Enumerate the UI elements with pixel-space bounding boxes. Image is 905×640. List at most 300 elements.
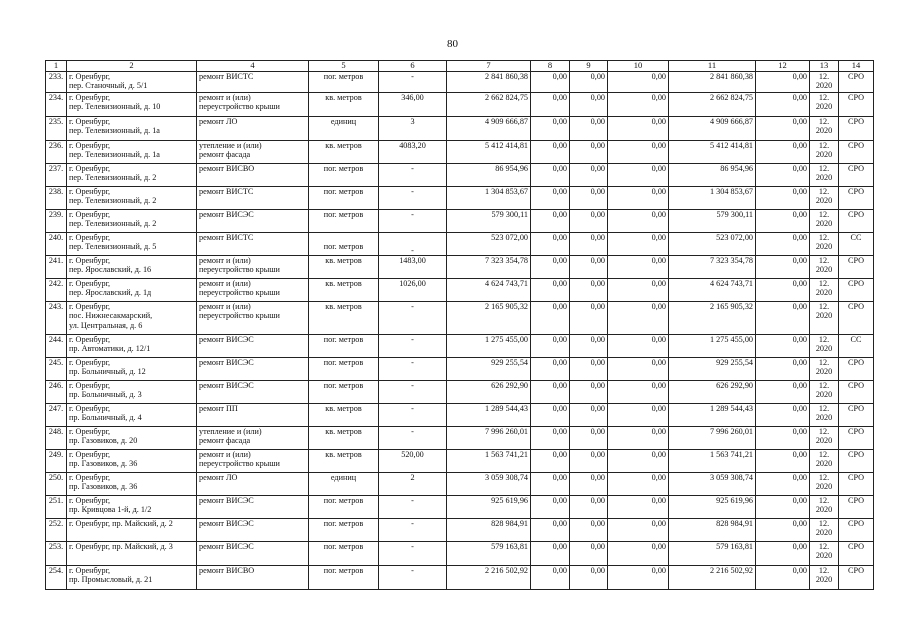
total-cell: 1 563 741,21: [669, 450, 756, 473]
unit-text: пог. метров: [323, 72, 364, 81]
row-number: 242.: [46, 279, 67, 302]
table-row: [46, 187, 874, 210]
address-cell: [67, 279, 197, 302]
funds-col-10-cell: 0,00: [608, 117, 669, 141]
table-row: [46, 404, 874, 427]
address-line: пр. Больничный, д. 4: [69, 413, 142, 423]
unit-cell: [309, 473, 379, 496]
deadline-line: 2020: [815, 265, 833, 275]
deadline-cell: [810, 302, 839, 335]
total-cell: 86 954,96: [669, 164, 756, 187]
cost-cell: 828 984,91: [447, 519, 531, 542]
row-number: 243.: [46, 302, 67, 335]
funds-col-8-cell: 0,00: [531, 404, 570, 427]
cost-cell: 929 255,54: [447, 358, 531, 381]
total-cell: 2 662 824,75: [669, 93, 756, 117]
address-line: пер. Телевизионный, д. 5: [69, 242, 157, 252]
work-type-line: ремонт ВИСЭС: [199, 542, 254, 551]
table-row: [46, 164, 874, 187]
total-cell: 2 165 905,32: [669, 302, 756, 335]
deadline-line: 2020: [815, 551, 833, 561]
quantity-cell: 3: [379, 117, 447, 141]
fund-type-cell: СРО: [839, 473, 874, 496]
address-cell: [67, 117, 197, 141]
quantity-cell: 1026,00: [379, 279, 447, 302]
unit-text: пог. метров: [323, 242, 364, 251]
column-header-14: 14: [839, 61, 874, 72]
deadline-cell: [810, 427, 839, 450]
funds-col-12-cell: 0,00: [756, 72, 810, 93]
funds-col-9-cell: 0,00: [570, 381, 608, 404]
unit-text: пог. метров: [323, 164, 364, 173]
address-line: пр. Больничный, д. 12: [69, 367, 146, 377]
funds-col-12-cell: 0,00: [756, 233, 810, 256]
work-type-cell: [197, 381, 309, 404]
address-cell: [67, 427, 197, 450]
quantity-cell: -: [379, 335, 447, 358]
row-number: 240.: [46, 233, 67, 256]
deadline-cell: [810, 93, 839, 117]
funds-col-8-cell: 0,00: [531, 427, 570, 450]
funds-col-8-cell: 0,00: [531, 542, 570, 566]
unit-cell: [309, 519, 379, 542]
work-type-cell: [197, 302, 309, 335]
deadline-line: 12.: [818, 358, 830, 367]
cost-cell: 1 563 741,21: [447, 450, 531, 473]
funds-col-10-cell: 0,00: [608, 519, 669, 542]
funds-col-10-cell: 0,00: [608, 473, 669, 496]
quantity-cell: 2: [379, 473, 447, 496]
address-line: пер. Ярославский, д. 16: [69, 265, 152, 275]
table-row: [46, 519, 874, 542]
fund-type-cell: СРО: [839, 72, 874, 93]
address-line: г. Оренбург,: [69, 256, 111, 265]
funds-col-8-cell: 0,00: [531, 210, 570, 233]
deadline-cell: [810, 335, 839, 358]
deadline-line: 2020: [815, 390, 833, 400]
unit-cell: [309, 72, 379, 93]
funds-col-9-cell: 0,00: [570, 427, 608, 450]
table-row: [46, 256, 874, 279]
deadline-cell: [810, 164, 839, 187]
cost-cell: 626 292,90: [447, 381, 531, 404]
cost-cell: 1 275 455,00: [447, 335, 531, 358]
deadline-line: 12.: [818, 302, 830, 311]
row-number: 251.: [46, 496, 67, 519]
funds-col-9-cell: 0,00: [570, 279, 608, 302]
table-row: [46, 496, 874, 519]
address-line: пр. Газовиков, д. 20: [69, 436, 138, 446]
deadline-cell: [810, 519, 839, 542]
unit-text: пог. метров: [323, 519, 364, 528]
address-line: г. Оренбург,: [69, 141, 111, 150]
funds-col-9-cell: 0,00: [570, 335, 608, 358]
row-number: 233.: [46, 72, 67, 93]
address-line: г. Оренбург,: [69, 496, 111, 505]
deadline-line: 12.: [818, 335, 830, 344]
total-cell: 579 300,11: [669, 210, 756, 233]
deadline-cell: [810, 117, 839, 141]
unit-text: кв. метров: [325, 141, 362, 150]
table-row: [46, 117, 874, 141]
work-type-line: ремонт фасада: [199, 150, 251, 160]
work-type-line: переустройство крыши: [199, 288, 280, 298]
quantity-cell: -: [379, 519, 447, 542]
funds-col-12-cell: 0,00: [756, 256, 810, 279]
fund-type-cell: СРО: [839, 117, 874, 141]
work-type-cell: [197, 473, 309, 496]
address-line: г. Оренбург,: [69, 233, 111, 242]
work-type-cell: [197, 164, 309, 187]
unit-cell: [309, 233, 379, 256]
unit-text: пог. метров: [323, 381, 364, 390]
funds-col-12-cell: 0,00: [756, 93, 810, 117]
funds-col-12-cell: 0,00: [756, 404, 810, 427]
column-header-10: 10: [608, 61, 669, 72]
deadline-cell: [810, 141, 839, 164]
funds-col-10-cell: 0,00: [608, 566, 669, 590]
work-type-cell: [197, 519, 309, 542]
address-cell: [67, 93, 197, 117]
total-cell: 7 996 260,01: [669, 427, 756, 450]
row-number: 250.: [46, 473, 67, 496]
funds-col-12-cell: 0,00: [756, 302, 810, 335]
deadline-line: 2020: [815, 173, 833, 183]
fund-type-cell: СРО: [839, 542, 874, 566]
work-type-line: ремонт ВИСЭС: [199, 358, 254, 367]
unit-cell: [309, 381, 379, 404]
funds-col-9-cell: 0,00: [570, 496, 608, 519]
unit-cell: [309, 187, 379, 210]
deadline-line: 2020: [815, 528, 833, 538]
fund-type-cell: СРО: [839, 93, 874, 117]
total-cell: 7 323 354,78: [669, 256, 756, 279]
address-line: пер. Станочный, д. 5/1: [69, 81, 148, 91]
quantity-cell: -: [379, 542, 447, 566]
funds-col-12-cell: 0,00: [756, 279, 810, 302]
cost-cell: 2 841 860,38: [447, 72, 531, 93]
deadline-cell: [810, 542, 839, 566]
address-cell: [67, 335, 197, 358]
unit-text: пог. метров: [323, 210, 364, 219]
deadline-cell: [810, 187, 839, 210]
quantity-cell: -: [379, 210, 447, 233]
funds-col-9-cell: 0,00: [570, 164, 608, 187]
work-type-line: ремонт ПП: [199, 404, 238, 413]
table-row: [46, 233, 874, 256]
address-line: г. Оренбург,: [69, 93, 111, 102]
address-cell: [67, 302, 197, 335]
work-type-line: ремонт ЛО: [199, 473, 238, 482]
funds-col-10-cell: 0,00: [608, 72, 669, 93]
deadline-line: 2020: [815, 482, 833, 492]
work-type-line: ремонт ВИСЭС: [199, 381, 254, 390]
deadline-line: 12.: [818, 279, 830, 288]
quantity-cell: 4083,20: [379, 141, 447, 164]
row-number: 237.: [46, 164, 67, 187]
deadline-line: 2020: [815, 344, 833, 354]
address-cell: [67, 164, 197, 187]
funds-col-9-cell: 0,00: [570, 72, 608, 93]
row-number: 241.: [46, 256, 67, 279]
fund-type-cell: СРО: [839, 381, 874, 404]
address-line: пр. Больничный, д. 3: [69, 390, 142, 400]
funds-col-10-cell: 0,00: [608, 233, 669, 256]
quantity-cell: -: [379, 427, 447, 450]
fund-type-cell: СРО: [839, 164, 874, 187]
work-type-line: ремонт ВИСЭС: [199, 496, 254, 505]
address-line: пос. Нижнесакмарский,: [69, 311, 153, 321]
unit-cell: [309, 566, 379, 590]
column-header-4: 4: [197, 61, 309, 72]
deadline-line: 2020: [815, 311, 833, 321]
table-row: [46, 566, 874, 590]
cost-cell: 579 163,81: [447, 542, 531, 566]
funds-col-12-cell: 0,00: [756, 117, 810, 141]
total-cell: 3 059 308,74: [669, 473, 756, 496]
work-type-cell: [197, 450, 309, 473]
address-cell: [67, 566, 197, 590]
address-cell: [67, 72, 197, 93]
funds-col-8-cell: 0,00: [531, 519, 570, 542]
funds-col-10-cell: 0,00: [608, 404, 669, 427]
table-body: [46, 72, 874, 590]
deadline-line: 2020: [815, 196, 833, 206]
address-line: г. Оренбург,: [69, 164, 111, 173]
deadline-line: 2020: [815, 575, 833, 585]
deadline-line: 12.: [818, 496, 830, 505]
deadline-line: 12.: [818, 164, 830, 173]
quantity-cell: -: [379, 381, 447, 404]
address-cell: [67, 210, 197, 233]
funds-col-9-cell: 0,00: [570, 404, 608, 427]
deadline-line: 2020: [815, 459, 833, 469]
deadline-cell: [810, 450, 839, 473]
address-line: г. Оренбург,: [69, 210, 111, 219]
quantity-cell: -: [379, 302, 447, 335]
address-line: пр. Газовиков, д. 36: [69, 459, 138, 469]
table-row: [46, 141, 874, 164]
total-cell: 2 216 502,92: [669, 566, 756, 590]
quantity-cell: -: [379, 164, 447, 187]
quantity-cell: -: [379, 566, 447, 590]
work-type-cell: [197, 279, 309, 302]
page-number: 80: [447, 38, 458, 50]
unit-cell: [309, 256, 379, 279]
work-type-cell: [197, 542, 309, 566]
funds-col-8-cell: 0,00: [531, 117, 570, 141]
deadline-cell: [810, 210, 839, 233]
deadline-line: 12.: [818, 450, 830, 459]
work-type-cell: [197, 358, 309, 381]
fund-type-cell: СРО: [839, 496, 874, 519]
deadline-line: 2020: [815, 219, 833, 229]
address-cell: [67, 542, 197, 566]
work-type-cell: [197, 117, 309, 141]
funds-col-12-cell: 0,00: [756, 358, 810, 381]
address-line: пр. Автоматики, д. 12/1: [69, 344, 151, 354]
cost-cell: 1 289 544,43: [447, 404, 531, 427]
work-type-cell: [197, 187, 309, 210]
total-cell: 929 255,54: [669, 358, 756, 381]
deadline-line: 2020: [815, 288, 833, 298]
work-type-line: утепление и (или): [199, 427, 262, 436]
total-cell: 579 163,81: [669, 542, 756, 566]
fund-type-cell: СРО: [839, 358, 874, 381]
unit-text: кв. метров: [325, 450, 362, 459]
quantity-cell: 346,00: [379, 93, 447, 117]
quantity-cell: -: [379, 496, 447, 519]
column-header-7: 7: [447, 61, 531, 72]
funds-col-8-cell: 0,00: [531, 187, 570, 210]
unit-cell: [309, 302, 379, 335]
cost-cell: 86 954,96: [447, 164, 531, 187]
deadline-cell: [810, 473, 839, 496]
funds-col-10-cell: 0,00: [608, 93, 669, 117]
funds-col-12-cell: 0,00: [756, 496, 810, 519]
funds-col-8-cell: 0,00: [531, 72, 570, 93]
address-cell: [67, 233, 197, 256]
unit-text: пог. метров: [323, 566, 364, 575]
fund-type-cell: СРО: [839, 141, 874, 164]
funds-col-12-cell: 0,00: [756, 381, 810, 404]
work-type-line: переустройство крыши: [199, 311, 280, 321]
table-row: [46, 72, 874, 93]
funds-col-12-cell: 0,00: [756, 473, 810, 496]
address-line: г. Оренбург,: [69, 72, 111, 81]
work-type-line: ремонт ВИСВО: [199, 566, 255, 575]
funds-col-10-cell: 0,00: [608, 187, 669, 210]
funds-col-9-cell: 0,00: [570, 117, 608, 141]
address-line: ул. Центральная, д. 6: [69, 320, 143, 330]
work-type-line: ремонт ВИСТС: [199, 233, 254, 242]
address-cell: [67, 404, 197, 427]
funds-col-8-cell: 0,00: [531, 233, 570, 256]
work-type-cell: [197, 496, 309, 519]
unit-text: кв. метров: [325, 427, 362, 436]
address-line: г. Оренбург,: [69, 404, 111, 413]
deadline-line: 12.: [818, 93, 830, 102]
deadline-line: 12.: [818, 187, 830, 196]
deadline-line: 12.: [818, 233, 830, 242]
cost-cell: 579 300,11: [447, 210, 531, 233]
funds-col-8-cell: 0,00: [531, 473, 570, 496]
column-header-8: 8: [531, 61, 570, 72]
unit-text: кв. метров: [325, 404, 362, 413]
table-row: [46, 427, 874, 450]
address-line: пер. Телевизионный, д. 1а: [69, 150, 160, 160]
address-line: пер. Телевизионный, д. 10: [69, 102, 161, 112]
address-cell: [67, 381, 197, 404]
funds-col-10-cell: 0,00: [608, 496, 669, 519]
work-type-line: ремонт фасада: [199, 436, 251, 446]
row-number: 244.: [46, 335, 67, 358]
address-line: пер. Ярославский, д. 1д: [69, 288, 152, 298]
deadline-line: 12.: [818, 566, 830, 575]
funds-col-9-cell: 0,00: [570, 566, 608, 590]
row-number: 247.: [46, 404, 67, 427]
funds-col-10-cell: 0,00: [608, 450, 669, 473]
funds-col-10-cell: 0,00: [608, 335, 669, 358]
total-cell: 1 289 544,43: [669, 404, 756, 427]
fund-type-cell: СРО: [839, 427, 874, 450]
unit-cell: [309, 210, 379, 233]
deadline-cell: [810, 256, 839, 279]
work-type-line: утепление и (или): [199, 141, 262, 150]
funds-col-8-cell: 0,00: [531, 302, 570, 335]
work-type-line: ремонт ВИСЭС: [199, 210, 254, 219]
unit-cell: [309, 164, 379, 187]
table-row: [46, 450, 874, 473]
fund-type-cell: СРО: [839, 404, 874, 427]
deadline-cell: [810, 404, 839, 427]
deadline-line: 12.: [818, 519, 830, 528]
fund-type-cell: СС: [839, 335, 874, 358]
work-type-line: ремонт и (или): [199, 279, 251, 288]
cost-cell: 2 165 905,32: [447, 302, 531, 335]
fund-type-cell: СРО: [839, 450, 874, 473]
address-line: г. Оренбург,: [69, 381, 111, 390]
column-header-1: 1: [46, 61, 67, 72]
deadline-line: 12.: [818, 256, 830, 265]
funds-col-9-cell: 0,00: [570, 141, 608, 164]
fund-type-cell: СРО: [839, 210, 874, 233]
cost-cell: 925 619,96: [447, 496, 531, 519]
cost-cell: 7 323 354,78: [447, 256, 531, 279]
table-row: [46, 93, 874, 117]
deadline-cell: [810, 566, 839, 590]
funds-col-10-cell: 0,00: [608, 381, 669, 404]
funds-col-10-cell: 0,00: [608, 302, 669, 335]
funds-col-10-cell: 0,00: [608, 210, 669, 233]
total-cell: 2 841 860,38: [669, 72, 756, 93]
table-row: [46, 302, 874, 335]
quantity-cell: 1483,00: [379, 256, 447, 279]
funds-col-8-cell: 0,00: [531, 141, 570, 164]
column-header-5: 5: [309, 61, 379, 72]
deadline-line: 2020: [815, 505, 833, 515]
unit-cell: [309, 450, 379, 473]
funds-col-9-cell: 0,00: [570, 210, 608, 233]
funds-col-9-cell: 0,00: [570, 358, 608, 381]
deadline-line: 12.: [818, 381, 830, 390]
funds-col-10-cell: 0,00: [608, 256, 669, 279]
address-cell: [67, 473, 197, 496]
work-type-cell: [197, 72, 309, 93]
funds-col-9-cell: 0,00: [570, 187, 608, 210]
funds-col-12-cell: 0,00: [756, 164, 810, 187]
work-type-line: ремонт и (или): [199, 93, 251, 102]
deadline-line: 2020: [815, 126, 833, 136]
funds-col-9-cell: 0,00: [570, 542, 608, 566]
funds-col-8-cell: 0,00: [531, 279, 570, 302]
funds-col-9-cell: 0,00: [570, 519, 608, 542]
work-type-cell: [197, 93, 309, 117]
funds-col-10-cell: 0,00: [608, 141, 669, 164]
funds-col-8-cell: 0,00: [531, 256, 570, 279]
row-number: 248.: [46, 427, 67, 450]
unit-cell: [309, 335, 379, 358]
address-line: г. Оренбург, пр. Майский, д. 2: [69, 519, 173, 528]
unit-text: кв. метров: [325, 279, 362, 288]
address-cell: [67, 519, 197, 542]
cost-cell: 2 662 824,75: [447, 93, 531, 117]
work-type-line: ремонт и (или): [199, 450, 251, 459]
address-line: г. Оренбург,: [69, 187, 111, 196]
funds-col-12-cell: 0,00: [756, 450, 810, 473]
address-line: пер. Телевизионный, д. 2: [69, 173, 157, 183]
table-row: [46, 210, 874, 233]
